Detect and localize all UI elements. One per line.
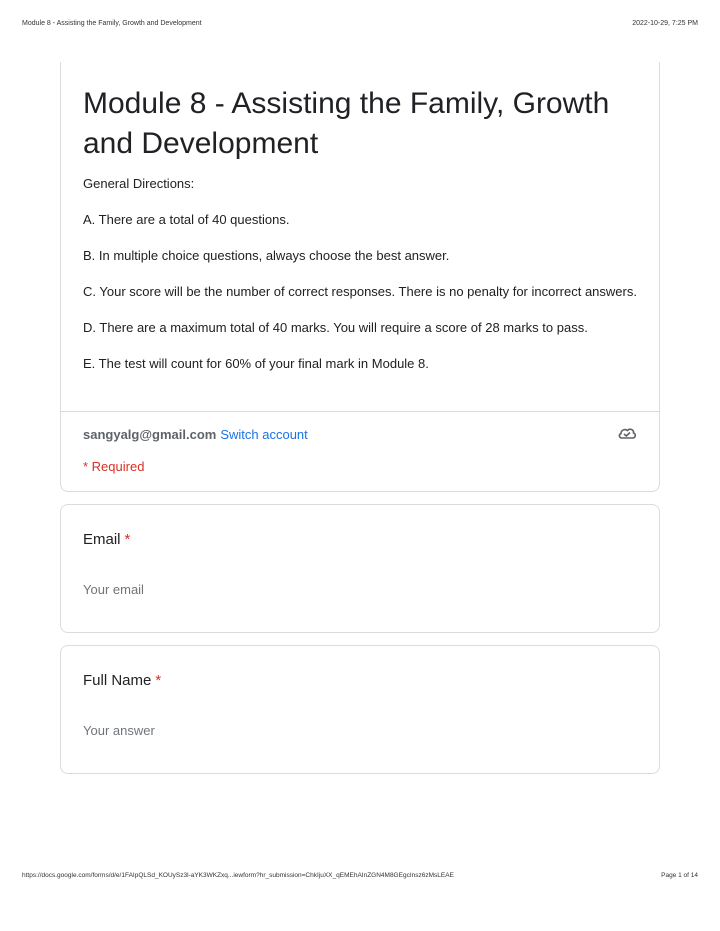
question-title: Email bbox=[83, 531, 121, 548]
question-title: Full Name bbox=[83, 672, 152, 689]
page-number: Page 1 of 14 bbox=[661, 872, 698, 879]
question-card-full-name bbox=[60, 645, 660, 774]
direction-item: B. In multiple choice questions, always choose the best answer. bbox=[83, 248, 450, 263]
form-title: Module 8 - Assisting the Family, Growth and Development bbox=[83, 87, 610, 160]
required-note: * Required bbox=[83, 459, 145, 474]
divider bbox=[61, 411, 659, 412]
print-url: https://docs.google.com/forms/d/e/1FAIpQLSd_KOUySz3l-aYK3WKZxq...iewform?hr_submission=ChkIjuXX_qEMEhAInZGN4M8GEgcInsz6zMsLEAE bbox=[22, 872, 454, 879]
print-doc-title: Module 8 - Assisting the Family, Growth and Development bbox=[22, 20, 202, 27]
question-card-email bbox=[60, 504, 660, 633]
switch-account-link[interactable]: Switch account bbox=[220, 427, 308, 442]
direction-item: A. There are a total of 40 questions. bbox=[83, 212, 290, 227]
question-label bbox=[83, 672, 161, 689]
form-header-card bbox=[60, 62, 660, 492]
directions-heading: General Directions: bbox=[83, 176, 195, 191]
full-name-input[interactable] bbox=[83, 716, 373, 744]
print-footer bbox=[22, 872, 698, 879]
required-asterisk: * bbox=[155, 672, 162, 689]
account-row bbox=[83, 427, 637, 442]
direction-item: E. The test will count for 60% of your final mark in Module 8. bbox=[83, 356, 429, 371]
print-header bbox=[22, 20, 698, 27]
question-label bbox=[83, 531, 130, 548]
form-directions bbox=[83, 176, 643, 392]
email-input[interactable] bbox=[83, 575, 373, 603]
cloud-done-icon bbox=[617, 425, 637, 441]
direction-item: D. There are a maximum total of 40 marks. You will require a score of 28 marks to pass. bbox=[83, 320, 588, 335]
required-asterisk: * bbox=[124, 531, 131, 548]
direction-item: C. Your score will be the number of correct responses. There is no penalty for incorrect answers. bbox=[83, 284, 637, 299]
account-email: sangyalg@gmail.com bbox=[83, 427, 217, 442]
print-timestamp: 2022-10-29, 7:25 PM bbox=[632, 20, 698, 27]
